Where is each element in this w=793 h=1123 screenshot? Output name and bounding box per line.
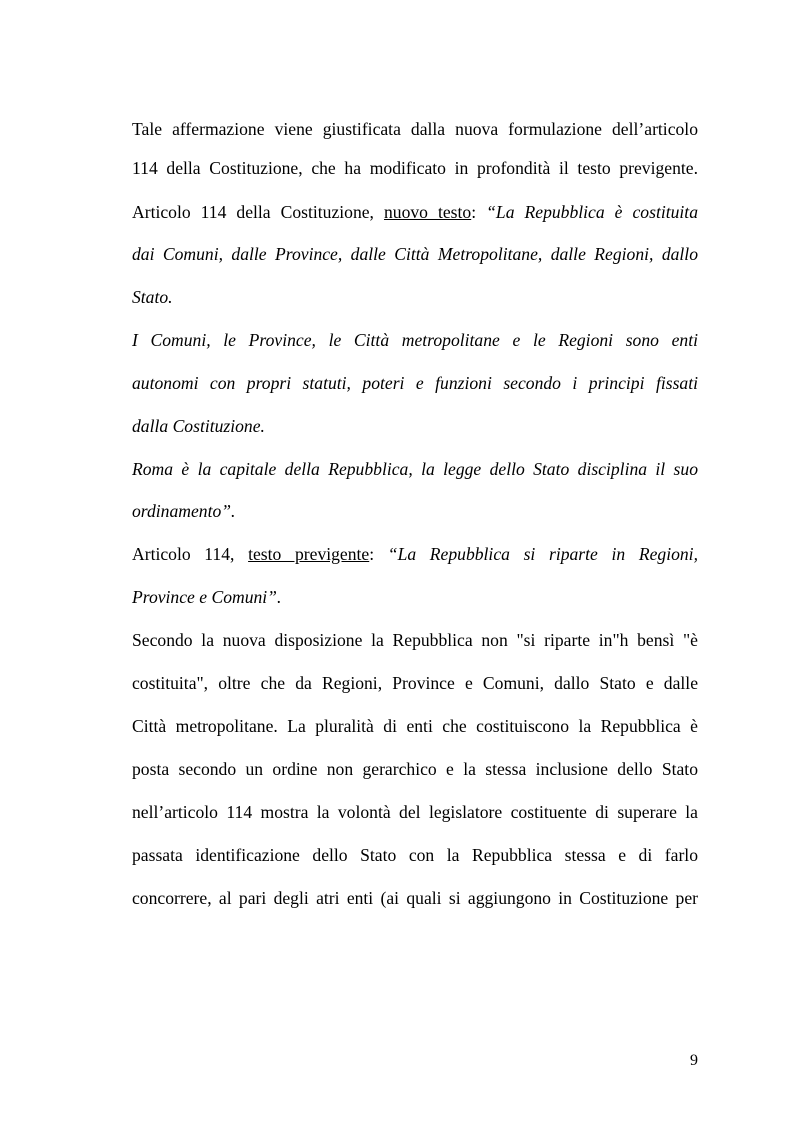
text-line — [132, 844, 698, 866]
text-span: Città metropolitane. La pluralità di enti che costituiscono la Repubblica è — [132, 716, 698, 736]
text-span: : — [471, 202, 487, 222]
italic-quote: “La Repubblica si riparte in Regioni, — [387, 544, 698, 564]
underlined-heading-nuovo-testo: nuovo testo — [383, 202, 472, 222]
italic-quote: I Comuni, le Province, le Città metropolitane e le Regioni sono enti — [132, 330, 698, 350]
text-line — [132, 372, 698, 394]
text-line — [132, 458, 698, 480]
text-line — [132, 201, 698, 223]
italic-quote: Province e Comuni”. — [132, 587, 282, 607]
text-line — [132, 543, 698, 565]
text-line — [132, 672, 698, 694]
text-span: posta secondo un ordine non gerarchico e la stessa inclusione dello Stato — [132, 759, 698, 779]
text-line — [132, 329, 698, 351]
text-span: costituita", oltre che da Regioni, Province e Comuni, dallo Stato e dalle — [132, 673, 698, 693]
text-line — [132, 157, 698, 179]
text-span: concorrere, al pari degli atri enti (ai quali si aggiungono in Costituzione per — [132, 888, 698, 908]
italic-quote: autonomi con propri statuti, poteri e funzioni secondo i principi fissati — [132, 373, 698, 393]
text-line — [132, 586, 698, 608]
text-span: Secondo la nuova disposizione la Repubblica non "si riparte in"h bensì "è — [132, 630, 698, 650]
text-span: Articolo 114, — [132, 544, 249, 564]
text-line — [132, 629, 698, 651]
italic-quote: “La Repubblica è costituita — [486, 202, 698, 222]
text-line — [132, 801, 698, 823]
page-number: 9 — [690, 1052, 698, 1069]
text-line — [132, 415, 698, 437]
text-span: passata identificazione dello Stato con la Repubblica stessa e di farlo — [132, 845, 698, 865]
text-line — [132, 500, 698, 522]
text-line — [132, 715, 698, 737]
underlined-heading-testo-previgente: testo previgente — [248, 544, 370, 564]
text-line — [132, 286, 698, 308]
text-line — [132, 758, 698, 780]
text-span: 114 della Costituzione, che ha modificato in profondità il testo previgente. — [132, 158, 698, 178]
italic-quote: dai Comuni, dalle Province, dalle Città Metropolitane, dalle Regioni, dallo — [132, 244, 698, 264]
text-line — [132, 243, 698, 265]
text-span: Tale affermazione viene giustificata dalla nuova formulazione dell’articolo — [132, 119, 698, 139]
text-span: Articolo 114 della Costituzione, — [132, 202, 384, 222]
text-span: nell’articolo 114 mostra la volontà del legislatore costituente di superare la — [132, 802, 698, 822]
italic-quote: Roma è la capitale della Repubblica, la legge dello Stato disciplina il suo — [132, 459, 698, 479]
italic-quote: Stato. — [132, 287, 173, 307]
italic-quote: dalla Costituzione. — [132, 416, 265, 436]
text-line — [132, 118, 698, 140]
text-span: : — [369, 544, 388, 564]
text-line — [132, 887, 698, 909]
italic-quote: ordinamento”. — [132, 501, 236, 521]
